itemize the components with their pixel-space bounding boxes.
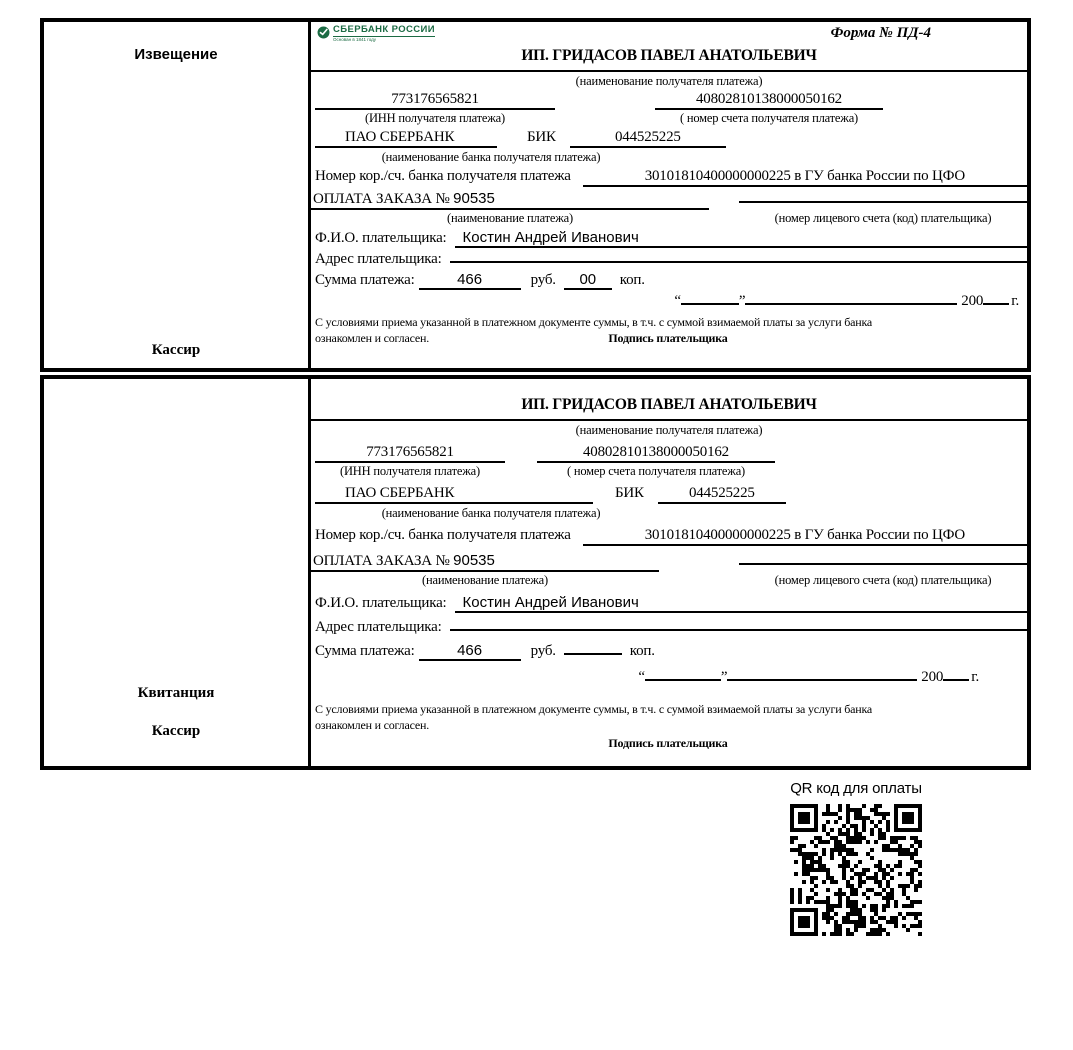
date-day-line [681,303,739,305]
date-month-line [745,303,957,305]
bank-name-value: ПАО СБЕРБАНК [315,129,497,148]
fio-label: Ф.И.О. плательщика: [315,230,447,246]
personal-account-caption: (номер лицевого счета (код) плательщика) [774,573,992,587]
signature-label: Подпись плательщика [608,330,728,345]
address-value [450,629,1027,631]
agreement-line2: ознакомлен и согласен. [315,717,430,732]
sberbank-logo-text-wrap [333,25,435,43]
kop-value: 00 [564,271,612,290]
spacer [555,111,655,126]
qr-payment-block [756,780,956,941]
kop-label: коп. [629,643,655,659]
account-value: 40802810138000050162 [537,444,775,463]
inn-value: 773176565821 [315,444,505,463]
notice-section [40,18,1031,372]
corr-label: Номер кор./сч. банка получателя платежа [315,168,571,184]
agreement-line1: С условиями приема указанной в платежном документе суммы, в т.ч. с суммой взимаемой платы за услуги банка [315,315,873,329]
agreement-line2-row [315,331,1021,347]
notice-form-column [311,22,1027,368]
address-row [311,251,1027,268]
fio-value: Костин Андрей Иванович [455,229,1027,248]
agreement-line2: ознакомлен и согласен. [315,330,430,345]
cashier-label: Кассир [151,723,201,739]
payment-caption: (наименование платежа) [422,573,548,587]
kop-label: коп. [619,272,645,288]
payee-caption: (наименование получателя платежа) [575,423,763,437]
inn-account-captions [311,111,1027,126]
address-row [311,619,1027,636]
year-suffix: г. [971,669,979,685]
form-number: Форма № ПД-4 [830,25,931,41]
bik-value: 044525225 [658,485,786,504]
qr-code [790,804,922,936]
payee-name: ИП. ГРИДАСОВ ПАВЕЛ АНАТОЛЬЕВИЧ [311,379,1027,421]
inn-account-row [311,91,1027,110]
bank-caption: (наименование банка получателя платежа) [381,150,601,164]
inn-account-row [311,444,1027,463]
payment-name-row [311,552,1027,572]
payment-name-row [311,190,1027,210]
date-row [311,293,1027,310]
payment-captions-row [311,573,1027,588]
receipt-section [40,375,1031,770]
corr-label: Номер кор./сч. банка получателя платежа [315,527,571,543]
date-day-line [645,679,721,681]
fio-row [311,229,1027,248]
sum-row [311,642,1027,661]
account-value: 40802810138000050162 [655,91,883,110]
bik-value: 044525225 [570,129,726,148]
inn-caption: (ИНН получателя платежа) [340,464,480,478]
payment-name-value [311,190,709,210]
quote-open: “ [674,293,681,309]
sum-row [311,271,1027,290]
receipt-form-column [311,379,1027,766]
bank-row [311,129,1027,148]
receipt-stub-column [44,379,311,766]
year-line [983,303,1009,305]
payment-name-value [311,552,659,572]
quote-close: ” [738,293,746,309]
sberbank-emblem-icon [317,26,330,39]
account-caption: ( номер счета получателя платежа) [566,464,746,478]
spacer [505,464,537,479]
year-line [943,679,969,681]
inn-caption: (ИНН получателя платежа) [365,111,505,125]
bank-caption: (наименование банка получателя платежа) [381,506,601,520]
corr-value: 30101810400000000225 в ГУ банка России по ЦФО [583,527,1027,546]
personal-account-line [739,563,1027,565]
payment-name-text: ОПЛАТА ЗАКАЗА № [313,553,450,569]
agreement-line1: С условиями приема указанной в платежном документе суммы, в т.ч. с суммой взимаемой платы за услуги банка [315,702,873,716]
sberbank-logo [317,25,435,43]
signature-label: Подпись плательщика [608,736,728,751]
corr-account-row [311,168,1027,187]
receipt-label: Квитанция [137,685,215,701]
fio-row [311,594,1027,613]
spacer [659,573,739,588]
personal-account-caption: (номер лицевого счета (код) плательщика) [774,211,992,225]
cashier-label: Кассир [151,342,201,358]
header-row [311,22,1027,46]
notice-stub-column [44,22,311,368]
sum-label: Сумма платежа: [315,272,415,288]
year-prefix: 200 [961,293,984,309]
bank-row [311,485,1027,504]
payment-name-text: ОПЛАТА ЗАКАЗА № [313,191,450,207]
notice-label: Извещение [134,46,218,63]
bik-label: БИК [615,485,644,501]
kop-value [564,653,622,655]
rub-label: руб. [530,272,556,288]
qr-caption: QR код для оплаты [790,780,922,797]
quote-close: ” [720,669,728,685]
address-label: Адрес плательщика: [315,251,442,267]
sberbank-logo-tagline: Основан в 1841 году [333,36,377,42]
account-caption: ( номер счета получателя платежа) [679,111,859,125]
rub-label: руб. [530,643,556,659]
agreement-text [315,315,1021,346]
payment-captions-row [311,211,1027,226]
corr-value: 30101810400000000225 в ГУ банка России по ЦФО [583,168,1027,187]
sberbank-logo-text: СБЕРБАНК РОССИИ [333,24,435,35]
address-value [450,261,1027,263]
year-suffix: г. [1011,293,1019,309]
payee-caption: (наименование получателя платежа) [575,74,763,88]
inn-value: 773176565821 [315,91,555,110]
payee-name: ИП. ГРИДАСОВ ПАВЕЛ АНАТОЛЬЕВИЧ [311,46,1027,72]
sum-value: 466 [419,271,521,290]
sum-value: 466 [419,642,521,661]
fio-label: Ф.И.О. плательщика: [315,595,447,611]
agreement-text [315,702,1021,752]
sum-label: Сумма платежа: [315,643,415,659]
corr-account-row [311,527,1027,546]
bik-label: БИК [527,129,556,145]
date-row [311,669,1027,686]
address-label: Адрес плательщика: [315,619,442,635]
quote-open: “ [638,669,645,685]
year-prefix: 200 [921,669,944,685]
order-number: 90535 [453,190,495,207]
spacer [709,211,739,226]
order-number: 90535 [453,552,495,569]
personal-account-line [739,201,1027,203]
payment-caption: (наименование платежа) [447,211,573,225]
date-month-line [727,679,917,681]
inn-account-captions [311,464,1027,479]
fio-value: Костин Андрей Иванович [455,594,1027,613]
bank-name-value: ПАО СБЕРБАНК [315,485,593,504]
